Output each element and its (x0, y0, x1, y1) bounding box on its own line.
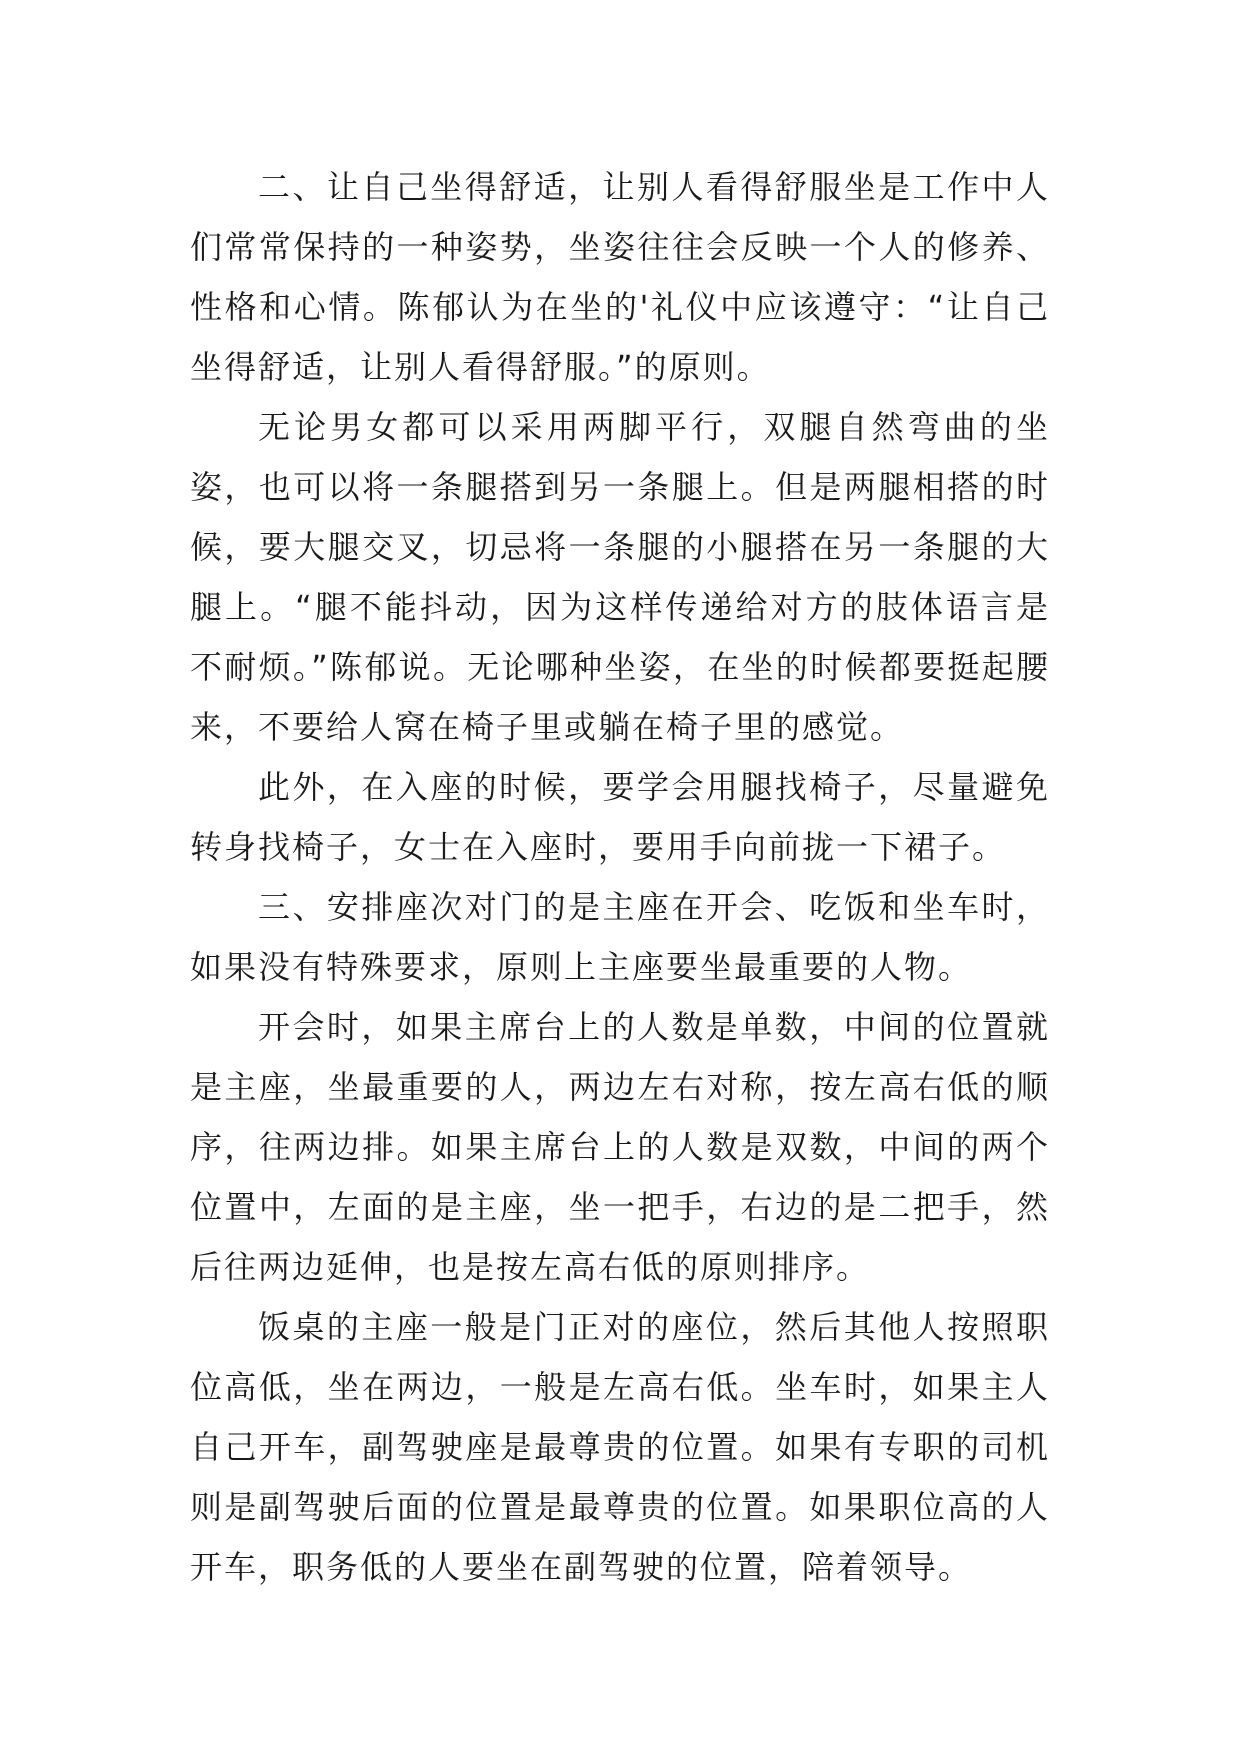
paragraph-meeting-seating: 开会时，如果主席台上的人数是单数，中间的位置就是主座，坐最重要的人，两边左右对称，按左高右低的顺序，往两边排。如果主席台上的人数是双数，中间的两个位置中，左面的是主座，坐一把手，右边的是二把手，然后往两边延伸，也是按左高右低的原则排序。 (190, 1008, 1050, 1286)
document-body (190, 157, 1050, 1597)
paragraph-taking-seat: 此外，在入座的时候，要学会用腿找椅子，尽量避免转身找椅子，女士在入座时，要用手向前拢一下裙子。 (190, 768, 1050, 866)
paragraph-seating-comfort: 二、让自己坐得舒适，让别人看得舒服坐是工作中人们常常保持的一种姿势，坐姿往往会反映一个人的修养、性格和心情。陈郁认为在坐的'礼仪中应该遵守：“让自己坐得舒适，让别人看得舒服。”的原则。 (190, 168, 1050, 386)
paragraph-seat-arrangement: 三、安排座次对门的是主座在开会、吃饭和坐车时，如果没有特殊要求，原则上主座要坐最重要的人物。 (190, 888, 1050, 986)
paragraph-dining-car-seating: 饭桌的主座一般是门正对的座位，然后其他人按照职位高低，坐在两边，一般是左高右低。坐车时，如果主人自己开车，副驾驶座是最尊贵的位置。如果有专职的司机则是副驾驶后面的位置是最尊贵的位置。如果职位高的人开车，职务低的人要坐在副驾驶的位置，陪着领导。 (190, 1308, 1050, 1586)
paragraph-leg-posture: 无论男女都可以采用两脚平行，双腿自然弯曲的坐姿，也可以将一条腿搭到另一条腿上。但是两腿相搭的时候，要大腿交叉，切忌将一条腿的小腿搭在另一条腿的大腿上。“腿不能抖动，因为这样传递给对方的肢体语言是不耐烦。”陈郁说。无论哪种坐姿，在坐的时候都要挺起腰来，不要给人窝在椅子里或躺在椅子里的感觉。 (190, 408, 1050, 746)
